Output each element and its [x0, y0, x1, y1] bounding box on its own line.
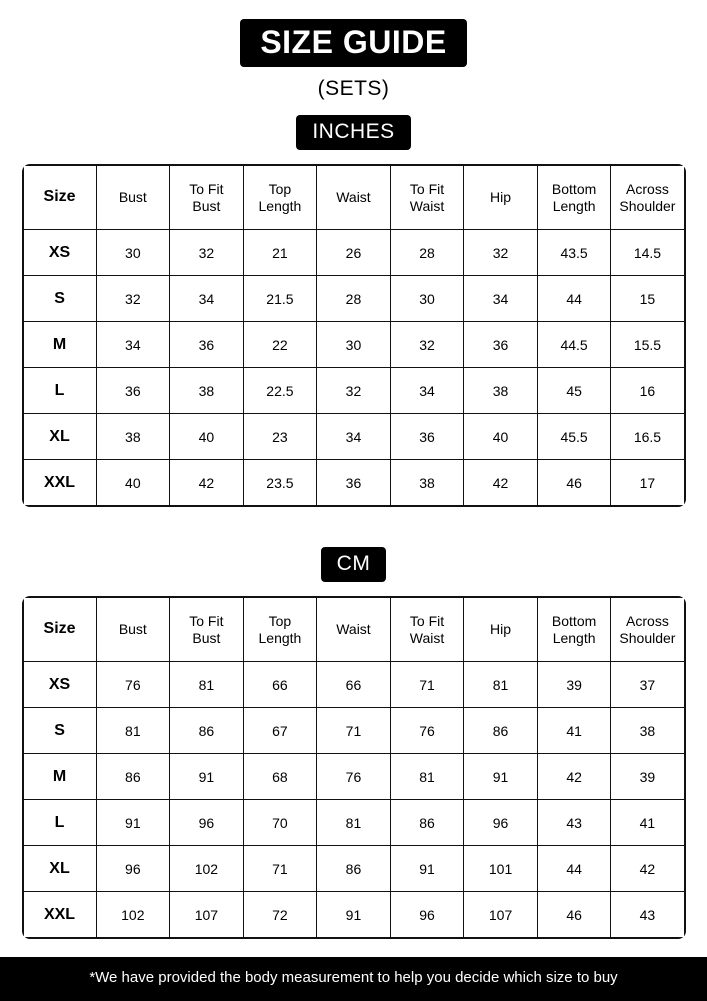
- cell-xxl-bottom-length: 46: [537, 892, 611, 939]
- cell-xl-across-shoulder: 42: [611, 846, 685, 892]
- inches-badge-container: [0, 115, 707, 150]
- cell-m-across-shoulder: 39: [611, 754, 685, 800]
- cell-xs-across-shoulder: 14.5: [611, 230, 685, 276]
- cell-xl-to-fit-waist: 36: [390, 414, 464, 460]
- cell-xl-hip: 101: [464, 846, 538, 892]
- cell-xl-bottom-length: 44: [537, 846, 611, 892]
- cell-l-bust: 36: [96, 368, 170, 414]
- cell-xl-bottom-length: 45.5: [537, 414, 611, 460]
- column-header-top-length: Top Length: [243, 165, 317, 230]
- cell-xs-to-fit-waist: 28: [390, 230, 464, 276]
- cell-s-to-fit-waist: 30: [390, 276, 464, 322]
- table-row: [23, 230, 685, 276]
- column-header-bottom-length: Bottom Length: [537, 597, 611, 662]
- table-row: [23, 662, 685, 708]
- cell-xxl-to-fit-bust: 107: [170, 892, 244, 939]
- column-header-to-fit-bust: To Fit Bust: [170, 597, 244, 662]
- cell-l-waist: 32: [317, 368, 391, 414]
- cell-xxl-bust: 102: [96, 892, 170, 939]
- table-row: [23, 322, 685, 368]
- cell-l-bust: 91: [96, 800, 170, 846]
- cell-s-to-fit-waist: 76: [390, 708, 464, 754]
- cell-xs-hip: 32: [464, 230, 538, 276]
- cell-xl-bust: 38: [96, 414, 170, 460]
- cell-m-to-fit-waist: 32: [390, 322, 464, 368]
- table-row: [23, 414, 685, 460]
- cell-m-top-length: 22: [243, 322, 317, 368]
- cell-xs-top-length: 66: [243, 662, 317, 708]
- cell-xs-to-fit-bust: 32: [170, 230, 244, 276]
- table-row: [23, 846, 685, 892]
- cell-s-top-length: 67: [243, 708, 317, 754]
- table-row: [23, 754, 685, 800]
- column-header-to-fit-waist: To Fit Waist: [390, 165, 464, 230]
- column-header-to-fit-waist: To Fit Waist: [390, 597, 464, 662]
- footer-note: *We have provided the body measurement to help you decide which size to buy: [0, 957, 707, 1001]
- cell-xl-top-length: 71: [243, 846, 317, 892]
- cell-m-to-fit-bust: 36: [170, 322, 244, 368]
- size-table-cm: [22, 596, 686, 939]
- cell-xs-to-fit-bust: 81: [170, 662, 244, 708]
- title-container: [0, 19, 707, 67]
- row-label-xl: XL: [23, 846, 97, 892]
- cell-xl-waist: 34: [317, 414, 391, 460]
- cell-s-across-shoulder: 15: [611, 276, 685, 322]
- cell-s-top-length: 21.5: [243, 276, 317, 322]
- cell-m-hip: 36: [464, 322, 538, 368]
- cell-xl-bust: 96: [96, 846, 170, 892]
- cell-s-hip: 86: [464, 708, 538, 754]
- cell-m-waist: 30: [317, 322, 391, 368]
- cell-s-bust: 81: [96, 708, 170, 754]
- table-row: [23, 276, 685, 322]
- table-row: [23, 892, 685, 939]
- column-header-to-fit-bust: To Fit Bust: [170, 165, 244, 230]
- cell-m-to-fit-waist: 81: [390, 754, 464, 800]
- cell-l-to-fit-waist: 34: [390, 368, 464, 414]
- cell-l-to-fit-waist: 86: [390, 800, 464, 846]
- table-header-row: [23, 165, 685, 230]
- column-header-bust: Bust: [96, 165, 170, 230]
- cell-s-hip: 34: [464, 276, 538, 322]
- row-label-xs: XS: [23, 230, 97, 276]
- cell-xs-waist: 26: [317, 230, 391, 276]
- cell-xl-hip: 40: [464, 414, 538, 460]
- cell-s-waist: 28: [317, 276, 391, 322]
- table-header-row: [23, 597, 685, 662]
- table-body-inches: [23, 230, 685, 507]
- column-header-size: Size: [23, 597, 97, 662]
- cell-xl-across-shoulder: 16.5: [611, 414, 685, 460]
- table-header-cm: [23, 597, 685, 662]
- column-header-bust: Bust: [96, 597, 170, 662]
- column-header-hip: Hip: [464, 165, 538, 230]
- cell-s-bottom-length: 41: [537, 708, 611, 754]
- row-label-m: M: [23, 754, 97, 800]
- cell-m-hip: 91: [464, 754, 538, 800]
- cell-xs-waist: 66: [317, 662, 391, 708]
- cell-l-top-length: 22.5: [243, 368, 317, 414]
- table-header-inches: [23, 165, 685, 230]
- cell-s-bust: 32: [96, 276, 170, 322]
- cell-xxl-waist: 91: [317, 892, 391, 939]
- unit-badge-inches: INCHES: [296, 115, 410, 150]
- size-table-inches: [22, 164, 686, 507]
- cell-s-bottom-length: 44: [537, 276, 611, 322]
- cell-s-to-fit-bust: 34: [170, 276, 244, 322]
- cell-m-top-length: 68: [243, 754, 317, 800]
- row-label-l: L: [23, 800, 97, 846]
- cell-xl-to-fit-waist: 91: [390, 846, 464, 892]
- size-table-inches-wrapper: [22, 164, 686, 507]
- cell-xxl-bust: 40: [96, 460, 170, 507]
- cell-l-to-fit-bust: 96: [170, 800, 244, 846]
- cell-xs-bust: 76: [96, 662, 170, 708]
- cell-xxl-bottom-length: 46: [537, 460, 611, 507]
- column-header-waist: Waist: [317, 597, 391, 662]
- cell-xxl-to-fit-bust: 42: [170, 460, 244, 507]
- cell-l-hip: 38: [464, 368, 538, 414]
- table-row: [23, 368, 685, 414]
- cell-l-top-length: 70: [243, 800, 317, 846]
- cell-xs-top-length: 21: [243, 230, 317, 276]
- cell-xxl-top-length: 72: [243, 892, 317, 939]
- row-label-l: L: [23, 368, 97, 414]
- cell-xl-to-fit-bust: 102: [170, 846, 244, 892]
- page-title: SIZE GUIDE: [240, 19, 466, 67]
- cell-l-waist: 81: [317, 800, 391, 846]
- row-label-xl: XL: [23, 414, 97, 460]
- size-table-cm-wrapper: [22, 596, 686, 939]
- cell-xl-to-fit-bust: 40: [170, 414, 244, 460]
- cell-xxl-across-shoulder: 17: [611, 460, 685, 507]
- column-header-top-length: Top Length: [243, 597, 317, 662]
- table-row: [23, 460, 685, 507]
- cell-xxl-waist: 36: [317, 460, 391, 507]
- cell-xl-top-length: 23: [243, 414, 317, 460]
- cell-xxl-hip: 107: [464, 892, 538, 939]
- cell-xxl-hip: 42: [464, 460, 538, 507]
- cell-l-bottom-length: 43: [537, 800, 611, 846]
- cell-l-across-shoulder: 16: [611, 368, 685, 414]
- cell-m-across-shoulder: 15.5: [611, 322, 685, 368]
- cell-l-hip: 96: [464, 800, 538, 846]
- cell-l-to-fit-bust: 38: [170, 368, 244, 414]
- column-header-waist: Waist: [317, 165, 391, 230]
- cell-l-across-shoulder: 41: [611, 800, 685, 846]
- column-header-size: Size: [23, 165, 97, 230]
- cell-xxl-to-fit-waist: 96: [390, 892, 464, 939]
- column-header-across-shoulder: Across Shoulder: [611, 597, 685, 662]
- page-subtitle: (SETS): [317, 77, 390, 100]
- cm-badge-container: [0, 547, 707, 582]
- cell-l-bottom-length: 45: [537, 368, 611, 414]
- column-header-across-shoulder: Across Shoulder: [611, 165, 685, 230]
- cell-xl-waist: 86: [317, 846, 391, 892]
- cell-m-bust: 86: [96, 754, 170, 800]
- cell-m-bottom-length: 44.5: [537, 322, 611, 368]
- cell-s-across-shoulder: 38: [611, 708, 685, 754]
- cell-xs-hip: 81: [464, 662, 538, 708]
- table-row: [23, 708, 685, 754]
- cell-xs-bottom-length: 43.5: [537, 230, 611, 276]
- cell-m-bottom-length: 42: [537, 754, 611, 800]
- row-label-s: S: [23, 708, 97, 754]
- cell-xxl-to-fit-waist: 38: [390, 460, 464, 507]
- cell-xs-bottom-length: 39: [537, 662, 611, 708]
- table-body-cm: [23, 662, 685, 939]
- table-row: [23, 800, 685, 846]
- row-label-s: S: [23, 276, 97, 322]
- cell-m-to-fit-bust: 91: [170, 754, 244, 800]
- cell-xxl-top-length: 23.5: [243, 460, 317, 507]
- cell-xs-across-shoulder: 37: [611, 662, 685, 708]
- cm-section: [0, 533, 707, 939]
- cell-m-bust: 34: [96, 322, 170, 368]
- cell-s-waist: 71: [317, 708, 391, 754]
- row-label-m: M: [23, 322, 97, 368]
- cell-xxl-across-shoulder: 43: [611, 892, 685, 939]
- column-header-hip: Hip: [464, 597, 538, 662]
- unit-badge-cm: CM: [321, 547, 387, 582]
- cell-m-waist: 76: [317, 754, 391, 800]
- cell-s-to-fit-bust: 86: [170, 708, 244, 754]
- row-label-xxl: XXL: [23, 892, 97, 939]
- cell-xs-to-fit-waist: 71: [390, 662, 464, 708]
- cell-xs-bust: 30: [96, 230, 170, 276]
- row-label-xs: XS: [23, 662, 97, 708]
- column-header-bottom-length: Bottom Length: [537, 165, 611, 230]
- row-label-xxl: XXL: [23, 460, 97, 507]
